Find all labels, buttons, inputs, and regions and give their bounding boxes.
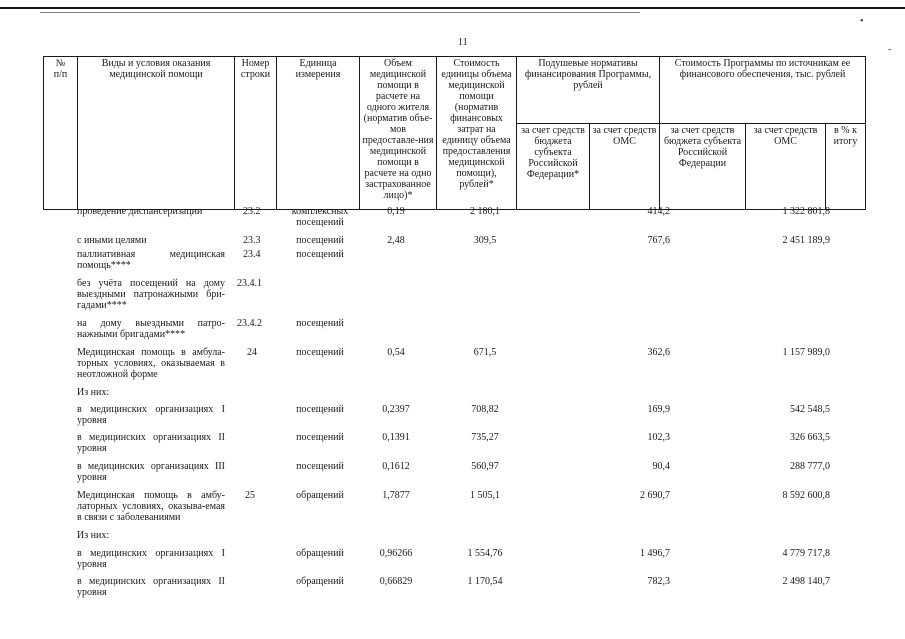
row-cost: 735,27 bbox=[471, 432, 499, 443]
header-per-capita-oms: за счет средств ОМС bbox=[590, 124, 660, 210]
row-name: проведение диспансеризации bbox=[77, 206, 203, 217]
row-oms: 782,3 bbox=[647, 576, 670, 587]
row-cost: 1 170,54 bbox=[467, 576, 503, 587]
scan-speck: - bbox=[888, 44, 892, 55]
row-oms: 102,3 bbox=[647, 432, 670, 443]
row-name: Медицинская помощь в амбула-торных условиях, оказываемая в неотложной форме bbox=[77, 347, 225, 380]
row-cost: 560,97 bbox=[471, 461, 499, 472]
row-name: Из них: bbox=[77, 387, 110, 398]
row-norm: 0,2397 bbox=[382, 404, 410, 415]
row-cost: 2 180,1 bbox=[470, 206, 500, 217]
row-total: 326 663,5 bbox=[790, 432, 830, 443]
row-norm: 0,19 bbox=[387, 206, 405, 217]
row-norm: 0,66829 bbox=[379, 576, 413, 587]
row-unit: обращений bbox=[296, 576, 344, 587]
header-unit: Единица измерения bbox=[277, 57, 360, 210]
row-unit: посещений bbox=[296, 432, 344, 443]
row-total: 2 451 189,9 bbox=[782, 235, 830, 246]
row-code: 23.4.1 bbox=[237, 278, 262, 289]
row-oms: 362,6 bbox=[647, 347, 670, 358]
row-oms: 1 496,7 bbox=[640, 548, 670, 559]
row-unit: посещений bbox=[296, 249, 344, 260]
row-name: Из них: bbox=[77, 530, 110, 541]
scan-speck: • bbox=[860, 16, 864, 27]
header-program-budget: за счет средств бюджета субъекта Российской Федерации bbox=[660, 124, 746, 210]
row-cost: 309,5 bbox=[473, 235, 497, 246]
header-per-capita: Подушевые нормативы финансирования Программы, рублей bbox=[517, 57, 660, 124]
row-name: в медицинских организациях II уровня bbox=[77, 576, 225, 598]
row-total: 2 498 140,7 bbox=[782, 576, 830, 587]
row-name: в медицинских организациях III уровня bbox=[77, 461, 225, 483]
row-cost: 671,5 bbox=[473, 347, 497, 358]
row-total: 542 548,5 bbox=[790, 404, 830, 415]
row-code: 23.2 bbox=[243, 206, 261, 217]
row-total: 8 592 600,8 bbox=[782, 490, 830, 501]
row-code: 23.4 bbox=[243, 249, 261, 260]
row-name: с иными целями bbox=[77, 235, 147, 246]
row-unit: посещений bbox=[296, 235, 344, 246]
row-unit: комплексных посещений bbox=[291, 206, 349, 228]
row-norm: 2,48 bbox=[387, 235, 405, 246]
row-name: паллиативная медицинская помощь**** bbox=[77, 249, 225, 271]
row-oms: 767,6 bbox=[647, 235, 670, 246]
page-number: 11 bbox=[458, 37, 468, 48]
row-unit: посещений bbox=[296, 318, 344, 329]
row-oms: 414,2 bbox=[647, 206, 670, 217]
row-total: 4 779 717,8 bbox=[782, 548, 830, 559]
row-total: 1 157 989,0 bbox=[782, 347, 830, 358]
header-program-pct: в % к итогу bbox=[826, 124, 866, 210]
header-unit-cost: Стоимость единицы объема медицинской помощи (норматив финансовых затрат на единицу объема предоставления медицинской помощи), рублей* bbox=[437, 57, 517, 210]
row-name: в медицинских организациях I уровня bbox=[77, 548, 225, 570]
row-norm: 0,1391 bbox=[382, 432, 410, 443]
row-cost: 708,82 bbox=[471, 404, 499, 415]
row-cost: 1 554,76 bbox=[467, 548, 503, 559]
row-code: 23.3 bbox=[243, 235, 261, 246]
row-code: 24 bbox=[247, 347, 257, 358]
row-name: на дому выездными патро-нажными бригадами**** bbox=[77, 318, 225, 340]
row-code: 23.4.2 bbox=[237, 318, 262, 329]
row-oms: 2 690,7 bbox=[640, 490, 670, 501]
header-num: № п/п bbox=[44, 57, 78, 210]
row-unit: посещений bbox=[296, 461, 344, 472]
row-norm: 0,1612 bbox=[382, 461, 410, 472]
row-unit: посещений bbox=[296, 404, 344, 415]
row-name: без учёта посещений на дому выездными патронажными бри-гадами**** bbox=[77, 278, 225, 311]
header-volume: Объем медицинской помощи в расчете на одного жителя (норматив объе-мов предоставле-ния медицинской помощи в расчете на одно застрахованное лицо)* bbox=[360, 57, 437, 210]
row-norm: 1,7877 bbox=[382, 490, 410, 501]
header-per-capita-budget: за счет средств бюджета субъекта Российской Федерации* bbox=[517, 124, 590, 210]
row-unit: обращений bbox=[296, 548, 344, 559]
row-name: в медицинских организациях I уровня bbox=[77, 404, 225, 426]
row-norm: 0,96266 bbox=[379, 548, 413, 559]
row-oms: 90,4 bbox=[652, 461, 670, 472]
header-program-oms: за счет средств ОМС bbox=[746, 124, 826, 210]
row-unit: обращений bbox=[296, 490, 344, 501]
row-code: 25 bbox=[245, 490, 255, 501]
row-name: Медицинская помощь в амбу-латорных условиях, оказыва-емая в связи с заболеваниями bbox=[77, 490, 225, 523]
row-cost: 1 505,1 bbox=[470, 490, 500, 501]
header-kind: Виды и условия оказания медицинской помощи bbox=[78, 57, 235, 210]
row-norm: 0,54 bbox=[387, 347, 405, 358]
header-program-cost: Стоимость Программы по источникам ее финансового обеспечения, тыс. рублей bbox=[660, 57, 866, 124]
row-name: в медицинских организациях II уровня bbox=[77, 432, 225, 454]
row-unit: посещений bbox=[296, 347, 344, 358]
row-total: 288 777,0 bbox=[790, 461, 830, 472]
row-total: 1 322 801,8 bbox=[782, 206, 830, 217]
header-row-no: Номер строки bbox=[235, 57, 277, 210]
row-oms: 169,9 bbox=[647, 404, 670, 415]
